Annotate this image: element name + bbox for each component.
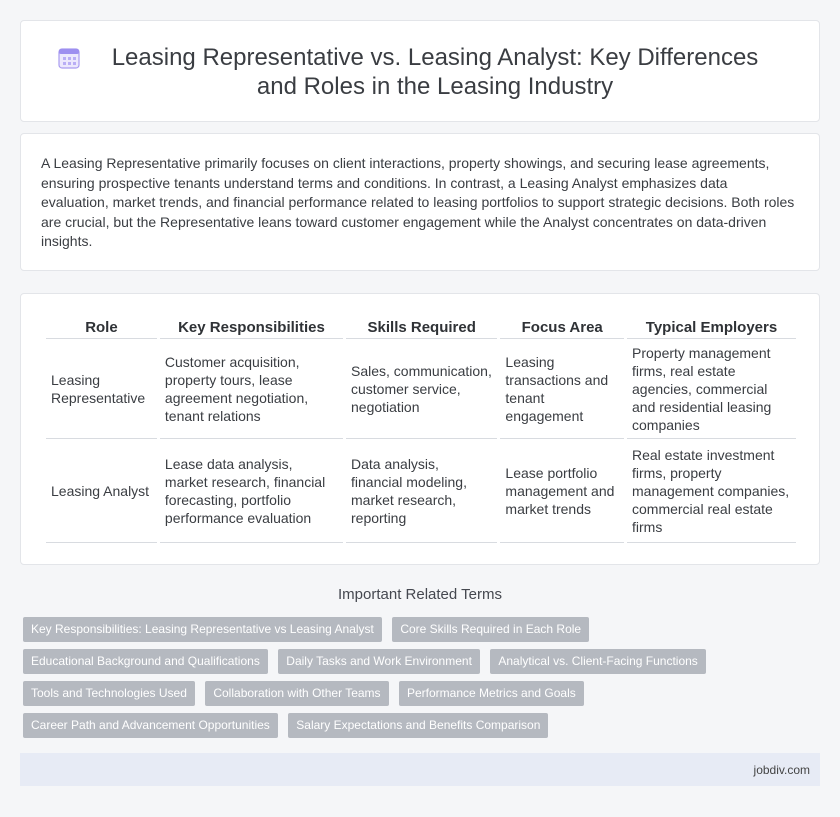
related-term-tag[interactable]: Educational Background and Qualifications bbox=[23, 649, 268, 674]
related-term-tag[interactable]: Collaboration with Other Teams bbox=[205, 681, 388, 706]
table-cell: Data analysis, financial modeling, market research, reporting bbox=[346, 439, 497, 543]
related-terms-list bbox=[23, 617, 723, 745]
comparison-card bbox=[20, 293, 820, 565]
header-skills: Skills Required bbox=[346, 314, 497, 339]
related-term-tag[interactable]: Salary Expectations and Benefits Comparison bbox=[288, 713, 548, 738]
header-responsibilities: Key Responsibilities bbox=[160, 314, 343, 339]
related-terms-heading: Important Related Terms bbox=[338, 586, 502, 603]
related-term-tag[interactable]: Tools and Technologies Used bbox=[23, 681, 195, 706]
table-cell: Sales, communication, customer service, negotiation bbox=[346, 339, 497, 439]
table-row bbox=[46, 339, 796, 439]
related-term-tag[interactable]: Career Path and Advancement Opportunities bbox=[23, 713, 278, 738]
footer bbox=[20, 753, 820, 786]
page-title: Leasing Representative vs. Leasing Analyst: Key Differences and Roles in the Leasing Industry bbox=[111, 44, 759, 100]
table-cell: Real estate investment firms, property management companies, commercial real estate firms bbox=[627, 439, 796, 543]
table-row bbox=[46, 439, 796, 543]
table-cell: Leasing Representative bbox=[46, 339, 157, 439]
table-header-row bbox=[46, 314, 796, 339]
table-cell: Leasing transactions and tenant engagement bbox=[500, 339, 624, 439]
table-cell: Customer acquisition, property tours, lease agreement negotiation, tenant relations bbox=[160, 339, 343, 439]
related-term-tag[interactable]: Analytical vs. Client-Facing Functions bbox=[490, 649, 705, 674]
related-term-tag[interactable]: Daily Tasks and Work Environment bbox=[278, 649, 480, 674]
footer-site-link[interactable]: jobdiv.com bbox=[753, 763, 810, 777]
related-term-tag[interactable]: Key Responsibilities: Leasing Representative vs Leasing Analyst bbox=[23, 617, 382, 642]
header-focus: Focus Area bbox=[500, 314, 624, 339]
header-role: Role bbox=[46, 314, 157, 339]
table-cell: Leasing Analyst bbox=[46, 439, 157, 543]
related-term-tag[interactable]: Performance Metrics and Goals bbox=[399, 681, 584, 706]
intro-text: A Leasing Representative primarily focuses on client interactions, property showings, and securing lease agreements, ensuring prospective tenants understand terms and conditions. In contrast, a Leasing Analyst emphasizes data evaluation, market trends, and financial performance related to leasing portfolios to support strategic decisions. Both roles are crucial, but the Representative leans toward customer engagement while the Analyst concentrates on data-driven insights. bbox=[41, 155, 795, 249]
comparison-table bbox=[43, 314, 799, 543]
title-card bbox=[20, 20, 820, 122]
header-employers: Typical Employers bbox=[627, 314, 796, 339]
intro-card bbox=[20, 133, 820, 271]
table-cell: Lease data analysis, market research, financial forecasting, portfolio performance evaluation bbox=[160, 439, 343, 543]
table-cell: Property management firms, real estate agencies, commercial and residential leasing companies bbox=[627, 339, 796, 439]
related-term-tag[interactable]: Core Skills Required in Each Role bbox=[392, 617, 589, 642]
table-cell: Lease portfolio management and market trends bbox=[500, 439, 624, 543]
